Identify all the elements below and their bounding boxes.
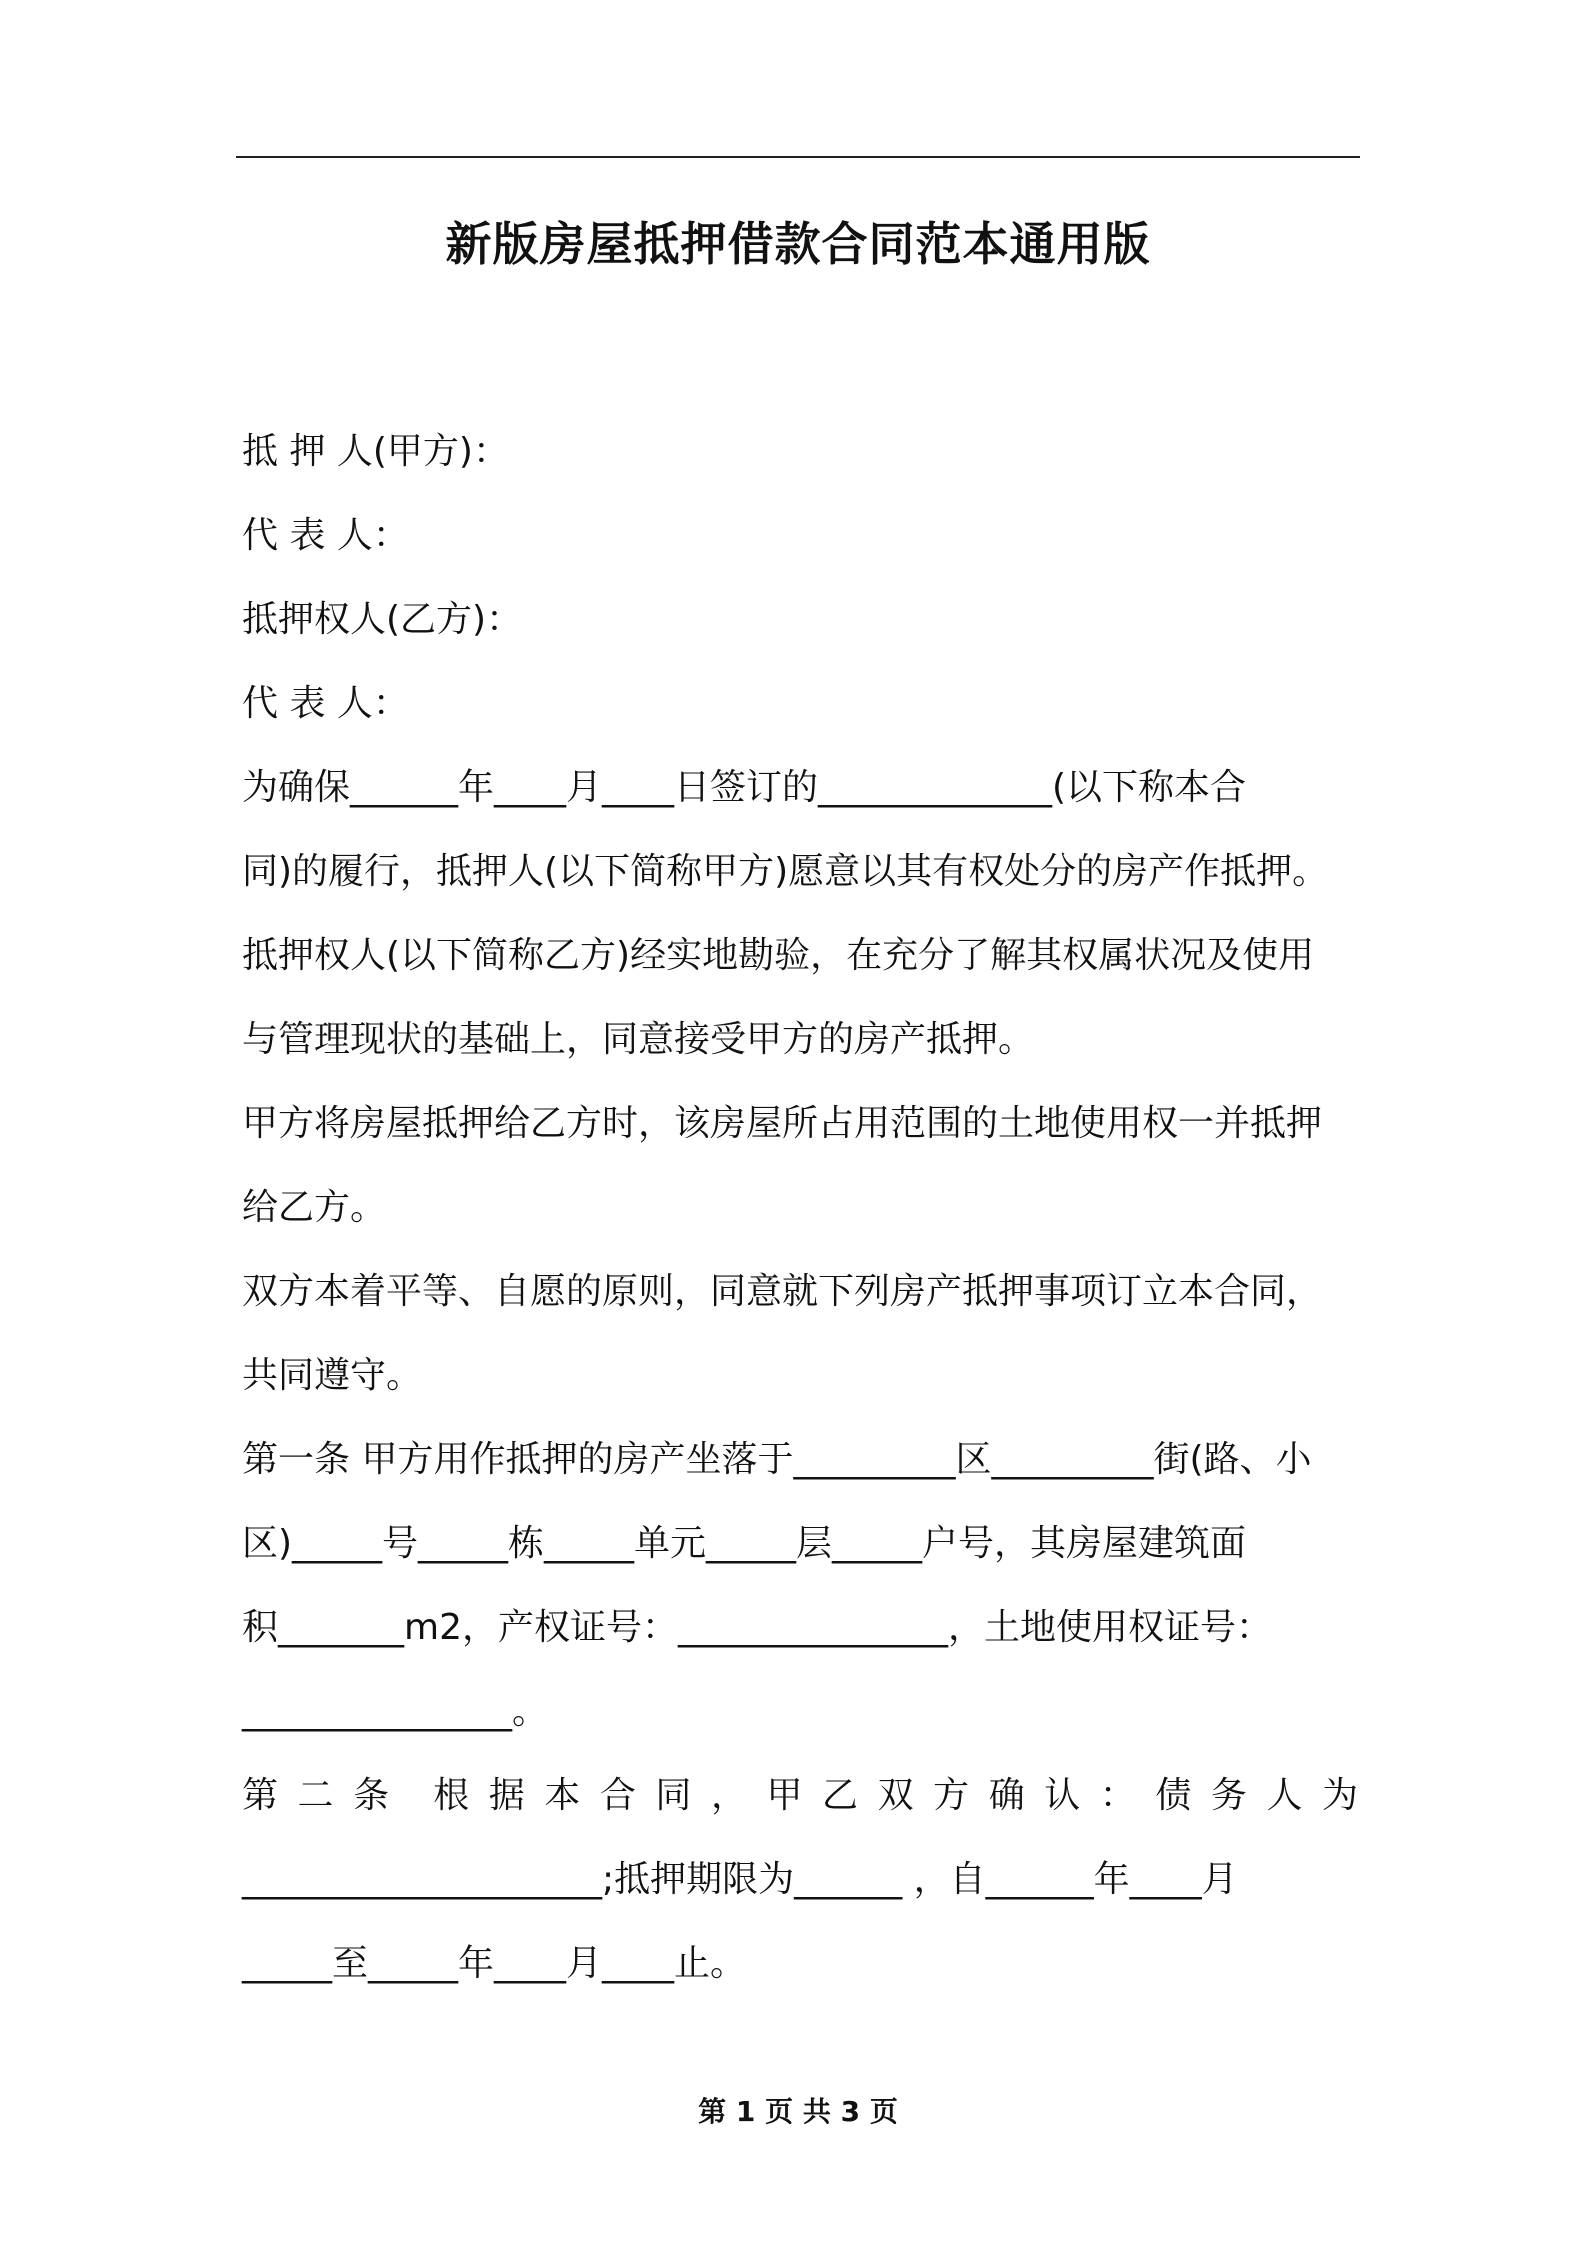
page-number: 第 1 页 共 3 页 <box>698 2095 898 2128</box>
body-line-7: 抵押权人(以下简称乙方)经实地勘验，在充分了解其权属状况及使用 <box>242 935 1315 976</box>
article-1-line-1: 第一条 甲方用作抵押的房产坐落于_________区_________街(路、小 <box>242 1439 1312 1480</box>
body-line-11: 双方本着平等、自愿的原则，同意就下列房产抵押事项订立本合同， <box>242 1271 1323 1312</box>
article-2-line-2: ____________________;抵押期限为______ ，自______年____月 <box>242 1859 1238 1900</box>
body-line-12: 共同遵守。 <box>242 1355 423 1396</box>
article-2-line-1: 第 二 条 根 据 本 合 同 ， 甲 乙 双 方 确 认 ： 债 务 人 为 <box>242 1775 1358 1816</box>
body-line-8: 与管理现状的基础上，同意接受甲方的房产抵押。 <box>242 1019 1035 1060</box>
body-line-10: 给乙方。 <box>242 1187 387 1228</box>
article-2-line-3: _____至_____年____月____止。 <box>242 1943 747 1984</box>
article-1-line-3: 积_______m2，产权证号：_______________，土地使用权证号： <box>242 1607 1272 1648</box>
body-line-6: 同)的履行，抵押人(以下简称甲方)愿意以其有权处分的房产作抵押。 <box>242 851 1329 892</box>
mortgagor-line: 抵 押 人(甲方)： <box>242 431 509 472</box>
mortgagee-representative-line: 代 表 人： <box>242 683 409 724</box>
mortgagor-representative-line: 代 表 人： <box>242 515 409 556</box>
mortgagee-line: 抵押权人(乙方)： <box>242 599 523 640</box>
document-title: 新版房屋抵押借款合同范本通用版 <box>445 217 1151 271</box>
header-rule <box>236 156 1360 158</box>
body-line-9: 甲方将房屋抵押给乙方时，该房屋所占用范围的土地使用权一并抵押 <box>242 1103 1323 1144</box>
article-1-line-4: _______________。 <box>242 1691 548 1732</box>
body-line-5: 为确保______年____月____日签订的_____________(以下称本合 <box>242 767 1247 808</box>
article-1-line-2: 区)_____号_____栋_____单元_____层_____户号，其房屋建筑面 <box>242 1523 1247 1564</box>
contract-body <box>242 410 1358 2006</box>
